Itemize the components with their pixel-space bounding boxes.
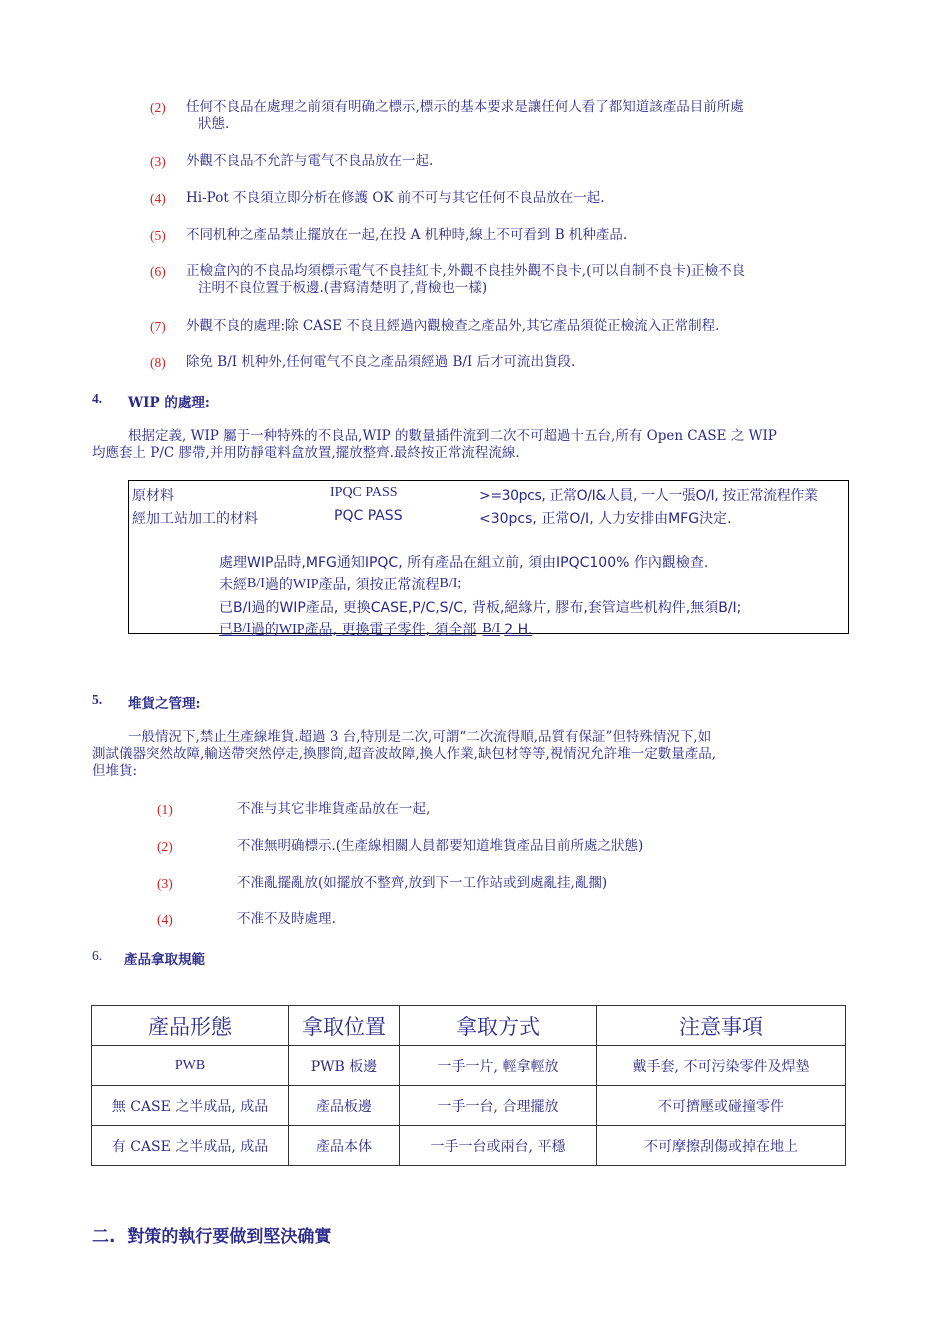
section-number: 6. — [92, 948, 103, 963]
item-text-continued: 注明不良位置于板邊.(書寫清楚明了,背檢也一樣) — [198, 280, 488, 296]
section-number: 5. — [92, 692, 103, 707]
table-cell: PWB 板邊 — [289, 1046, 400, 1086]
box-text: 產品, 更換電子零件, 須全部 — [304, 622, 477, 638]
box-text: 2 H. — [504, 622, 533, 638]
item-text-continued: 狀態. — [198, 116, 230, 132]
box-text: B/I — [482, 621, 501, 636]
box-line: 處理WIP品時,MFG通知IPQC, 所有產品在組立前, 須由IPQC100% 作內觀檢查. — [219, 555, 709, 571]
item-text: 不准亂擺亂放(如擺放不整齊,放到下一工作站或到處亂挂,亂擱) — [237, 875, 608, 891]
table-cell: 一手一台, 合理擺放 — [400, 1086, 597, 1126]
box-line — [219, 574, 461, 594]
table-cell: 不可擠壓或碰撞零件 — [597, 1086, 846, 1126]
table-header-row — [92, 1006, 846, 1046]
table-header: 拿取方式 — [400, 1006, 597, 1046]
item-text: 不准無明确標示.(生產線相關人員都要知道堆貨產品目前所處之狀態) — [237, 838, 644, 854]
table-row — [92, 1126, 846, 1166]
item-text: 外觀不良品不允許与電气不良品放在一起. — [186, 153, 434, 169]
box-text: WIP — [292, 577, 319, 592]
item-number: (7) — [150, 319, 166, 334]
paragraph-line: 但堆貨: — [92, 763, 138, 779]
box-cell: <30pcs, 正常O/I, 人力安排由MFG決定. — [479, 511, 732, 527]
section-title: 產品拿取規範 — [124, 952, 205, 968]
item-text: 任何不良品在處理之前須有明确之標示,標示的基本要求是讓任何人看了都知道該產品目前所處 — [186, 99, 744, 115]
item-number: (2) — [157, 839, 173, 854]
paragraph-line: 測試儀器突然故障,輸送帶突然停走,換膠筒,超音波故障,換人作業,缺包材等等,視情況允許堆一定數量產品, — [92, 746, 717, 762]
table-row — [92, 1046, 846, 1086]
box-text: 過的 — [264, 577, 293, 593]
item-number: (4) — [150, 191, 166, 206]
box-cell: >=30pcs, 正常O/I&人員, 一人一張O/I, 按正常流程作業 — [479, 488, 818, 504]
table-cell: 無 CASE 之半成品, 成品 — [92, 1086, 289, 1126]
product-handling-table — [91, 1005, 846, 1166]
item-number: (6) — [150, 264, 166, 279]
item-number: (5) — [150, 228, 166, 243]
paragraph-line: 均應套上 P/C 膠帶,并用防靜電料盒放置,擺放整齊.最終按正常流程流線. — [92, 445, 520, 461]
item-number: (8) — [150, 355, 166, 370]
box-cell: PQC PASS — [334, 508, 403, 524]
paragraph-line: 一般情況下,禁止生產線堆貨.超過 3 台,特別是二次,可謂“二次流得順,品質有保証”但特殊情況下,如 — [128, 729, 712, 745]
item-number: (3) — [157, 876, 173, 891]
table-cell: 有 CASE 之半成品, 成品 — [92, 1126, 289, 1166]
box-cell: 經加工站加工的材料 — [132, 511, 258, 527]
table-row — [92, 1086, 846, 1126]
section-heading — [92, 1222, 331, 1247]
table-cell: 戴手套, 不可污染零件及焊墊 — [597, 1046, 846, 1086]
box-line: 已B/I過的WIP產品, 更換CASE,P/C,S/C, 背板,絕緣片, 膠布,套管這些机构件,無須B/I; — [219, 600, 742, 616]
section-title: WIP 的處理: — [128, 395, 210, 411]
box-text: 已 — [219, 622, 233, 638]
table-cell: 產品板邊 — [289, 1086, 400, 1126]
wip-rules-box — [128, 480, 849, 638]
section-title: 對策的執行要做到堅決确實 — [127, 1227, 332, 1247]
table-cell: 一手一台或兩台, 平穩 — [400, 1126, 597, 1166]
box-text: 未經 — [219, 577, 247, 593]
table-header: 拿取位置 — [289, 1006, 400, 1046]
item-number: (1) — [157, 802, 173, 817]
paragraph — [92, 729, 848, 780]
item-number: (4) — [157, 912, 173, 927]
paragraph-line: 根据定義, WIP 屬于一种特殊的不良品,WIP 的數量插件流到二次不可超過十五台,所有 Open CASE 之 WIP — [128, 428, 777, 444]
box-text: B/I; — [439, 576, 462, 591]
item-number: (3) — [150, 154, 166, 169]
section-title: 堆貨之管理: — [128, 696, 201, 712]
box-cell: 原材料 — [132, 488, 174, 504]
paragraph — [92, 428, 848, 462]
item-text: 正檢盒內的不良品均須標示電气不良挂紅卡,外觀不良挂外觀不良卡,(可以自制不良卡)正檢不良 — [186, 263, 746, 279]
section-number: 4. — [92, 391, 103, 406]
table-cell: 一手一片, 輕拿輕放 — [400, 1046, 597, 1086]
box-text: B/I — [233, 621, 251, 636]
box-text: WIP — [278, 622, 305, 637]
item-text: 不同机种之產品禁止擺放在一起,在投 A 机种時,線上不可看到 B 机种產品. — [186, 227, 628, 243]
item-text: Hi-Pot 不良須立即分析在修護 OK 前不可与其它任何不良品放在一起. — [186, 190, 605, 206]
box-text: 產品, 須按正常流程 — [318, 577, 440, 593]
item-text: 除免 B/I 机种外,任何電气不良之產品須經過 B/I 后才可流出貨段. — [186, 354, 576, 370]
box-text: 過的 — [250, 622, 279, 638]
table-header: 注意事項 — [597, 1006, 846, 1046]
item-number: (2) — [150, 100, 166, 115]
item-text: 不准与其它非堆貨產品放在一起, — [237, 801, 431, 817]
table-cell: PWB — [92, 1046, 289, 1086]
table-header: 產品形態 — [92, 1006, 289, 1046]
box-cell: IPQC PASS — [330, 485, 398, 500]
table-cell: 產品本体 — [289, 1126, 400, 1166]
section-number: 二. — [92, 1227, 116, 1247]
table-cell: 不可摩擦刮傷或掉在地上 — [597, 1126, 846, 1166]
item-text: 外觀不良的處理:除 CASE 不良且經過內觀檢查之產品外,其它產品須從正檢流入正常制程. — [186, 318, 720, 334]
item-text: 不准不及時處理. — [237, 911, 336, 927]
box-line — [219, 619, 532, 639]
box-text: B/I — [247, 576, 265, 591]
